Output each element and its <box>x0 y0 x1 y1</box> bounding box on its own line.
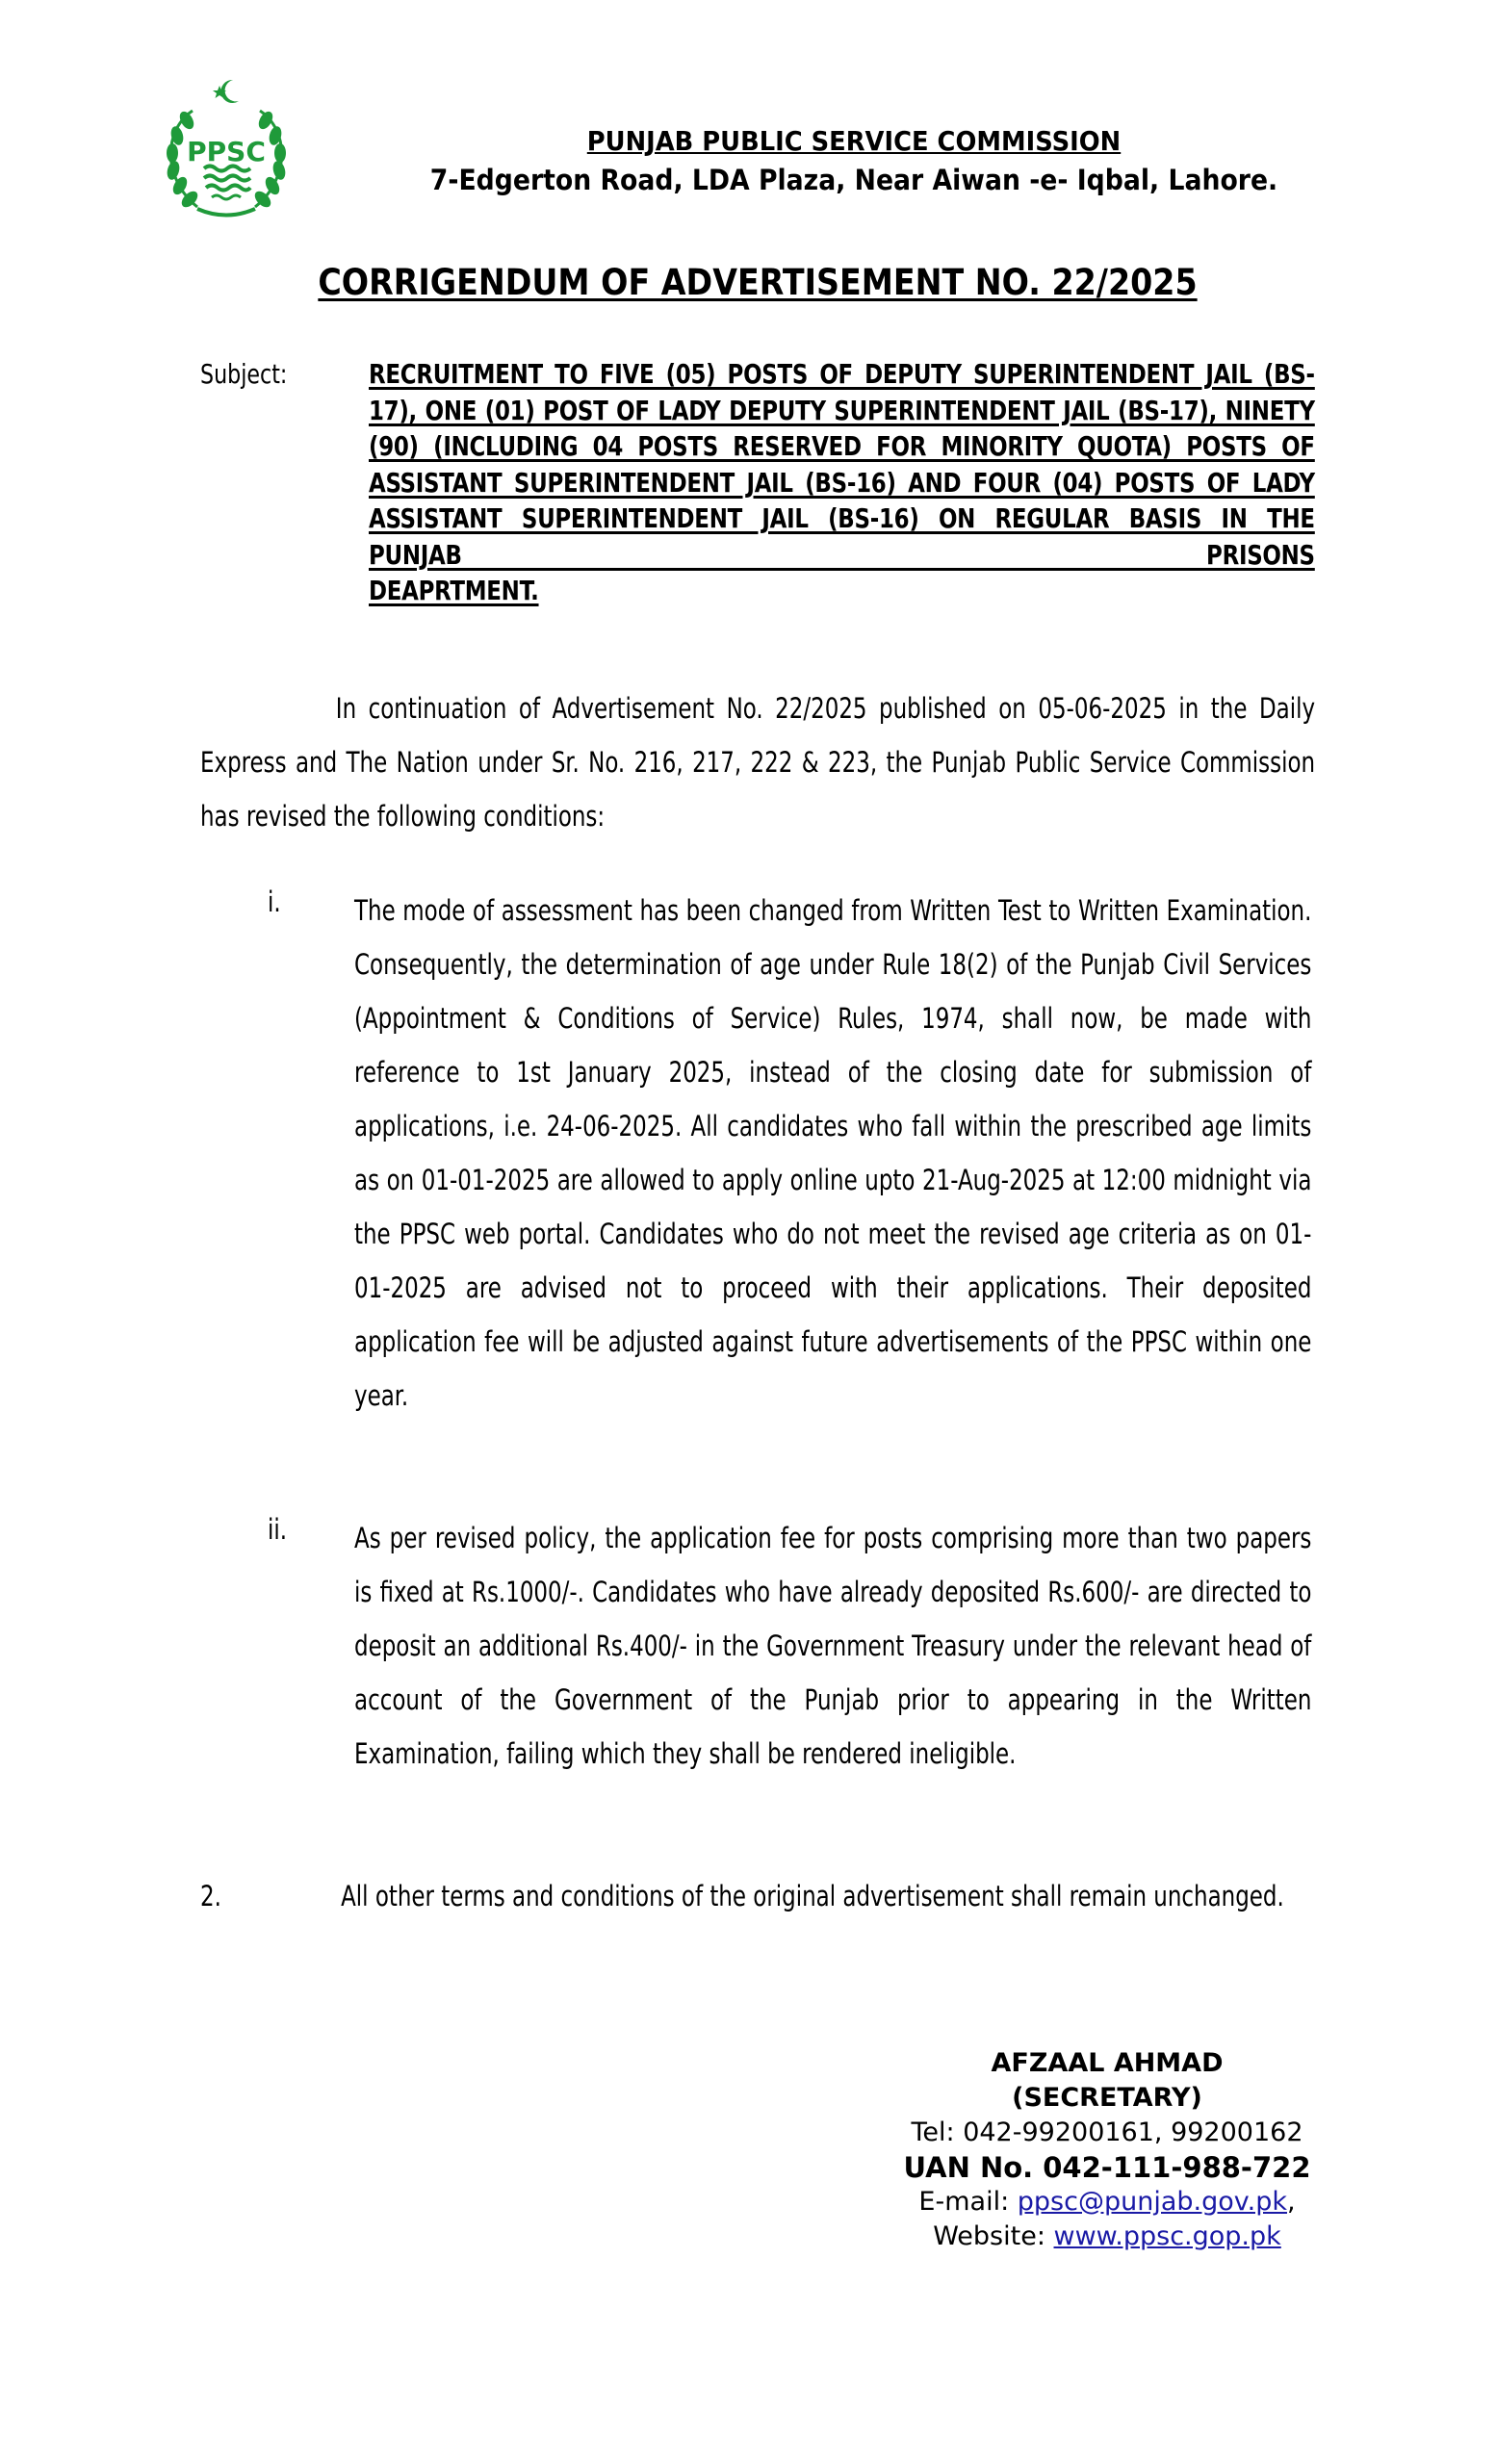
website-label: Website: <box>933 2221 1045 2251</box>
organization-address: 7-Edgerton Road, LDA Plaza, Near Aiwan -e- Iqbal, Lahore. <box>429 164 1278 196</box>
telephone-line <box>886 2116 1328 2150</box>
closing-paragraph <box>200 1869 1315 1923</box>
subject-last-line: DEAPRTMENT. <box>369 575 539 606</box>
logo-text: PPSC <box>187 136 266 167</box>
telephone-numbers: 042-99200161, 99200162 <box>963 2118 1303 2147</box>
condition-text: The mode of assessment has been changed from Written Test to Written Examination. Consequently, the determination of age under Rule 18(2) of the Punjab Civil Services (Appointment & Conditions of Service) Rules, 1974, shall now, be made with reference to 1st January 2025, instead of the closing date for submission of applications, i.e. 24-06-2025. All candidates who fall within the prescribed age limits as on 01-01-2025 are allowed to apply online upto 21-Aug-2025 at 12:00 midnight via the PPSC web portal. Candidates who do not meet the revised age criteria as on 01-01-2025 are advised not to proceed with their applications. Their deposited application fee will be adjusted against future advertisements of the PPSC within one year. <box>354 894 1312 1412</box>
document-title: CORRIGENDUM OF ADVERTISEMENT NO. 22/2025 <box>318 262 1198 303</box>
website-link[interactable]: www.ppsc.gop.pk <box>1053 2221 1281 2251</box>
email-link[interactable]: ppsc@punjab.gov.pk <box>1017 2187 1287 2217</box>
uan-number: UAN No. 042-111-988-722 <box>903 2151 1311 2184</box>
signature-block <box>886 2046 1328 2254</box>
signatory-designation: (SECRETARY) <box>1012 2083 1202 2113</box>
email-line <box>886 2185 1328 2220</box>
condition-number: i. <box>268 886 281 918</box>
closing-paragraph-text: All other terms and conditions of the original advertisement shall remain unchanged. <box>341 1880 1284 1912</box>
subject-text <box>369 356 1315 609</box>
email-label: E-mail: <box>918 2187 1010 2217</box>
telephone-label: Tel: <box>911 2118 955 2147</box>
email-suffix: , <box>1286 2187 1296 2217</box>
condition-number: ii. <box>268 1513 288 1546</box>
condition-text: As per revised policy, the application fee for posts comprising more than two papers is fixed at Rs.1000/-. Candidates who have already deposited Rs.600/- are directed to deposit an additional Rs.400/- in the Government Treasury under the relevant head of account of the Government of the Punjab prior to appearing in the Written Examination, failing which they shall be rendered ineligible. <box>354 1522 1312 1770</box>
organization-name: PUNJAB PUBLIC SERVICE COMMISSION <box>586 125 1122 157</box>
signatory-name: AFZAAL AHMAD <box>991 2048 1224 2078</box>
subject-body: RECRUITMENT TO FIVE (05) POSTS OF DEPUTY SUPERINTENDENT JAIL (BS-17), ONE (01) POST OF LADY DEPUTY SUPERINTENDENT JAIL (BS-17), NINETY (90) (INCLUDING 04 POSTS RESERVED FOR MINORITY QUOTA) POSTS OF ASSISTANT SUPERINTENDENT JAIL (BS-16) AND FOUR (04) POSTS OF LADY ASSISTANT SUPERINTENDENT JAIL (BS-16) ON REGULAR BASIS IN THE PUNJAB PRISONS <box>369 358 1315 571</box>
intro-paragraph: In continuation of Advertisement No. 22/2025 published on 05-06-2025 in the Daily Express and The Nation under Sr. No. 216, 217, 222 & 223, the Punjab Public Service Commission has revised the following conditions: <box>200 692 1316 833</box>
website-line <box>886 2220 1328 2254</box>
closing-paragraph-number: 2. <box>200 1880 221 1912</box>
subject-label: Subject: <box>200 358 288 390</box>
